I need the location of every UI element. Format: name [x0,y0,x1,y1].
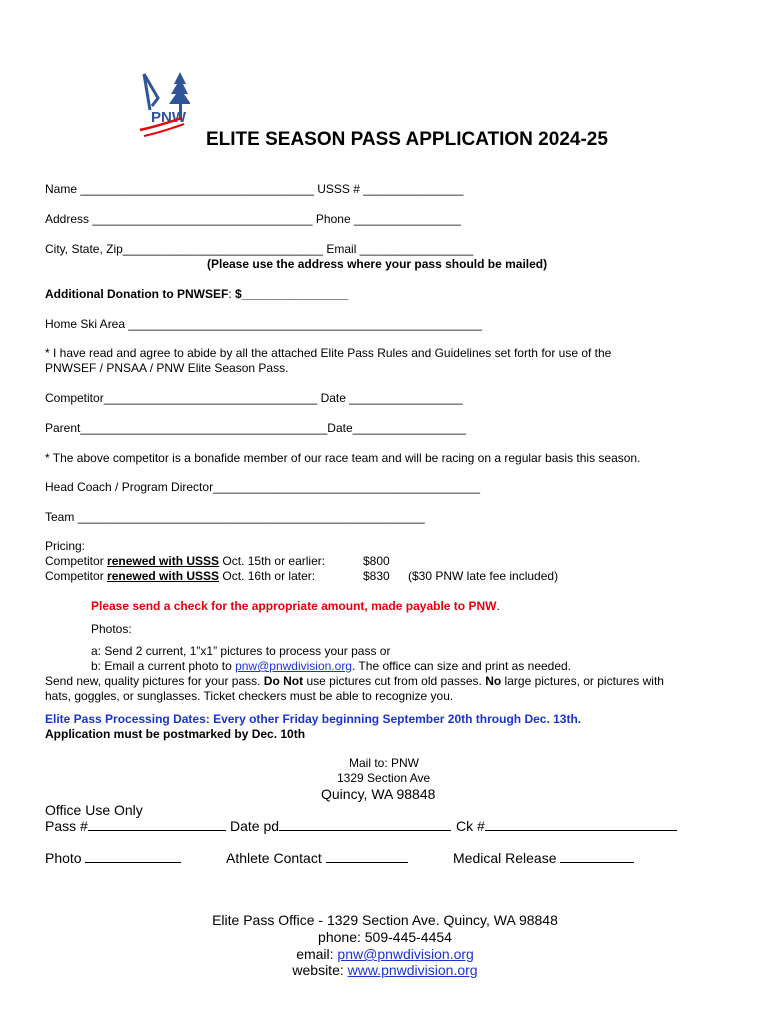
quality-do-not: Do Not [263,674,304,688]
footer-email-label: email: [296,946,338,962]
footer-website [0,962,770,978]
office-use-heading: Office Use Only [45,802,143,818]
footer-website-label: website: [292,962,348,978]
footer-address: Elite Pass Office - 1329 Section Ave. Quincy, WA 98848 [212,912,558,928]
mail-to-line-1: Mail to: PNW [349,756,420,770]
quality-text-1: Send new, quality pictures for your pass. [45,674,264,688]
mail-to-line-3: Quincy, WA 98848 [321,786,436,802]
parent-signature-field[interactable]: Parent_____________________________________Date_________________ [45,421,467,435]
photo-quality-line-1 [45,674,664,688]
check-notice [91,599,500,613]
postmark-deadline: Application must be postmarked by Dec. 10th [45,727,306,741]
photo-email-link[interactable]: pnw@pnwdivision.org [235,659,352,673]
photo-option-b-prefix: b: Email a current photo to [91,659,236,673]
pnw-logo-icon [138,70,190,146]
quality-no: No [485,674,502,688]
photos-label: Photos: [91,622,132,636]
footer-email [0,946,770,962]
photo-option-a: a: Send 2 current, 1”x1” pictures to process your pass or [91,644,391,658]
footer-website-link[interactable]: www.pnwdivision.org [347,962,478,978]
donation-value[interactable]: $________________ [234,287,349,301]
head-coach-field[interactable]: Head Coach / Program Director________________________________________ [45,480,481,494]
city-email-field[interactable]: City, State, Zip______________________________ Email _________________ [45,242,474,256]
ck-label: Ck # [456,818,485,834]
quality-text-2: use pictures cut from old passes. [303,674,486,688]
page-title: ELITE SEASON PASS APPLICATION 2024-25 [206,129,608,150]
medical-release-label: Medical Release [453,850,557,866]
pricing-row-2-usss: renewed with USSS [107,569,220,583]
check-notice-period: . [496,599,500,613]
agreement-line-1: * I have read and agree to abide by all the attached Elite Pass Rules and Guidelines set forth for use of the [45,346,612,360]
office-date-pd-field[interactable] [230,818,451,834]
office-photo-field[interactable] [45,850,181,866]
team-field[interactable]: Team ____________________________________________________ [45,510,425,524]
address-phone-field[interactable]: Address _________________________________ Phone ________________ [45,212,461,226]
pass-label: Pass # [45,818,88,834]
address-note: (Please use the address where your pass should be mailed) [207,257,548,271]
pricing-row-2-prefix: Competitor [45,569,108,583]
photo-quality-line-2: hats, goggles, or sunglasses. Ticket checkers must be able to recognize you. [45,689,454,703]
pricing-row-2-suffix: Oct. 16th or later: [219,569,316,583]
pricing-row-1 [45,554,325,568]
check-notice-text: Please send a check for the appropriate amount, made payable to PNW [91,599,497,613]
logo-text: PNW [151,109,186,126]
processing-dates: Elite Pass Processing Dates: Every other Friday beginning September 20th through Dec. 13th. [45,712,582,726]
pricing-row-1-price: $800 [363,554,390,568]
office-ck-field[interactable] [456,818,677,834]
name-usss-field[interactable]: Name ___________________________________ USSS # _______________ [45,182,464,196]
pricing-heading: Pricing: [45,539,86,553]
competitor-signature-field[interactable]: Competitor________________________________ Date _________________ [45,391,463,405]
footer-phone: phone: 509-445-4454 [318,929,452,945]
office-pass-field[interactable] [45,818,226,834]
home-ski-area-field[interactable]: Home Ski Area _____________________________________________________ [45,317,483,331]
pricing-row-1-usss: renewed with USSS [107,554,220,568]
date-pd-label: Date pd [230,818,280,834]
office-medical-release-field[interactable] [453,850,634,866]
pricing-row-2 [45,569,315,583]
mail-to-line-2: 1329 Section Ave [337,771,431,785]
photo-label: Photo [45,850,82,866]
donation-field[interactable] [45,287,348,301]
photo-option-b-suffix: . The office can size and print as needed. [351,659,572,673]
pricing-row-1-suffix: Oct. 15th or earlier: [219,554,326,568]
bonafide-statement: * The above competitor is a bonafide member of our race team and will be racing on a regular basis this season. [45,451,641,465]
photo-option-b [91,659,571,673]
pnw-logo [138,70,190,146]
donation-colon: : [228,287,235,301]
quality-text-3: large pictures, or pictures with [501,674,664,688]
athlete-contact-label: Athlete Contact [226,850,322,866]
office-athlete-contact-field[interactable] [226,850,408,866]
late-fee-note: ($30 PNW late fee included) [408,569,559,583]
donation-label: Additional Donation to PNWSEF [45,287,229,301]
pricing-row-2-price: $830 [363,569,390,583]
footer-email-link[interactable]: pnw@pnwdivision.org [337,946,474,962]
pricing-row-1-prefix: Competitor [45,554,108,568]
agreement-line-2: PNWSEF / PNSAA / PNW Elite Season Pass. [45,361,289,375]
